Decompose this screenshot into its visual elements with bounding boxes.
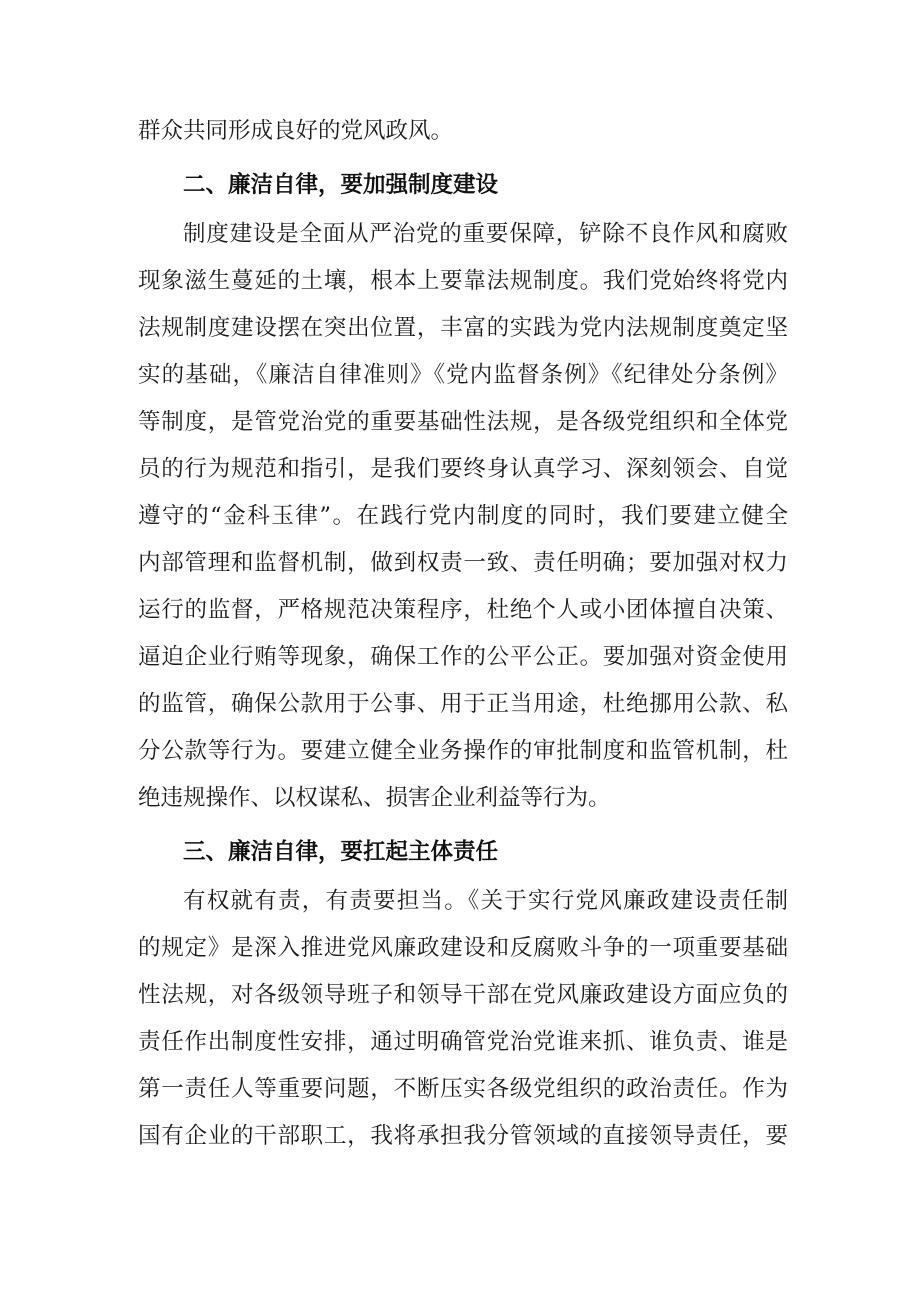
paragraph-line: 的规定》是深入推进党风廉政建设和反腐败斗争的一项重要基础: [138, 935, 788, 961]
paragraph-line: 分公款等行为。要建立健全业务操作的审批制度和监管机制，杜: [138, 738, 788, 764]
paragraph-line: 员的行为规范和指引，是我们要终身认真学习、深刻领会、自觉: [138, 456, 788, 482]
paragraph-line: 现象滋生蔓延的土壤，根本上要靠法规制度。我们党始终将党内: [138, 268, 788, 294]
paragraph-line: 法规制度建设摆在突出位置，丰富的实践为党内法规制度奠定坚: [138, 315, 788, 341]
paragraph-line: 有权就有责，有责要担当。《关于实行党风廉政建设责任制: [183, 888, 788, 914]
section-heading-2: 二、廉洁自律，要加强制度建设: [183, 172, 499, 198]
paragraph-line: 实的基础，《廉洁自律准则》《党内监督条例》《纪律处分条例》: [138, 362, 788, 388]
section-heading-3: 三、廉洁自律，要扛起主体责任: [183, 839, 499, 865]
paragraph-line: 制度建设是全面从严治党的重要保障，铲除不良作风和腐败: [183, 221, 788, 247]
paragraph-line: 等制度，是管党治党的重要基础性法规，是各级党组织和全体党: [138, 409, 788, 435]
paragraph-line: 国有企业的干部职工，我将承担我分管领域的直接领导责任，要: [138, 1123, 788, 1149]
paragraph-line: 运行的监督，严格规范决策程序，杜绝个人或小团体擅自决策、: [138, 597, 788, 623]
paragraph-line: 遵守的“金科玉律”。在践行党内制度的同时，我们要建立健全: [138, 503, 788, 529]
paragraph-line: 第一责任人等重要问题，不断压实各级党组织的政治责任。作为: [138, 1076, 788, 1102]
paragraph-line: 的监管，确保公款用于公事、用于正当用途，杜绝挪用公款、私: [138, 691, 788, 717]
paragraph-line: 内部管理和监督机制，做到权责一致、责任明确；要加强对权力: [138, 550, 788, 576]
paragraph-line: 群众共同形成良好的党风政风。: [138, 118, 454, 144]
paragraph-line: 责任作出制度性安排，通过明确管党治党谁来抓、谁负责、谁是: [138, 1029, 788, 1055]
paragraph-line: 逼迫企业行贿等现象，确保工作的公平公正。要加强对资金使用: [138, 644, 788, 670]
paragraph-line: 绝违规操作、以权谋私、损害企业利益等行为。: [138, 785, 611, 811]
paragraph-line: 性法规，对各级领导班子和领导干部在党风廉政建设方面应负的: [138, 982, 788, 1008]
